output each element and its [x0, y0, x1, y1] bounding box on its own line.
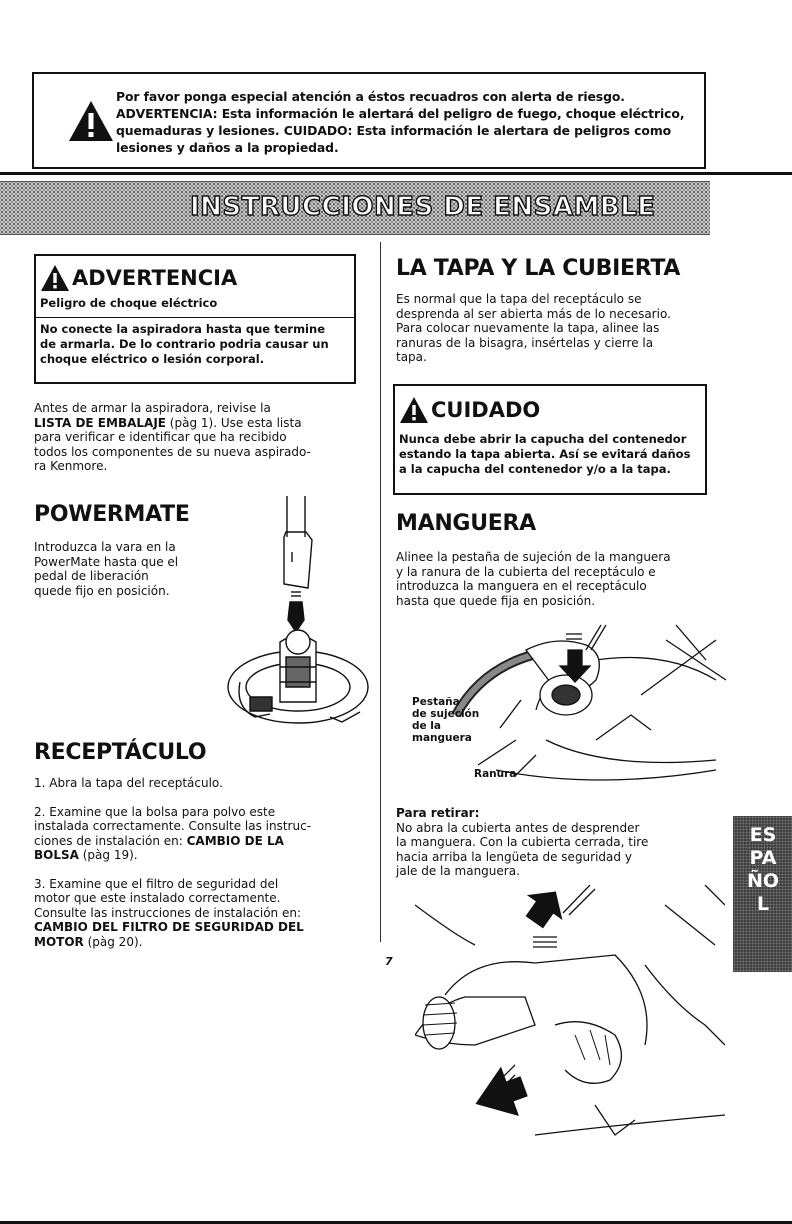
warning-subheading: Peligro de choque eléctrico — [40, 296, 218, 310]
caution-box — [393, 384, 707, 495]
page-number: 7 — [385, 955, 393, 968]
step-3-line: 3. Examine que el filtro de seguridad del — [34, 876, 279, 891]
spacer — [34, 863, 369, 877]
step-2-line — [34, 848, 369, 863]
step-3-line: Consulte las instrucciones de instalación en: — [34, 905, 302, 920]
hazard-alert-box — [32, 72, 706, 169]
warning-line: No conecte la aspiradora hasta que termine — [40, 322, 325, 336]
intro-paragraph — [34, 401, 364, 474]
warning-line: choque eléctrico o lesión corporal. — [40, 352, 265, 366]
remove-title: Para retirar: — [396, 806, 480, 820]
step-2-line: instalada correctamente. Consulte las instruc- — [34, 819, 312, 833]
remove-instructions — [396, 806, 726, 879]
step-3-line: motor que este instalado correctamente. — [34, 891, 281, 905]
intro-line — [34, 416, 364, 431]
step-3-line — [34, 920, 369, 935]
warning-body — [36, 317, 354, 367]
bag-change-ref: CAMBIO DE LA — [186, 833, 284, 848]
callout-line: de la — [412, 720, 441, 732]
powermate-illustration — [220, 492, 370, 732]
powermate-line: PowerMate hasta que el — [34, 554, 179, 569]
manguera-line: y la ranura de la cubierta del receptáculo e — [396, 564, 656, 579]
powermate-line: pedal de liberación — [34, 569, 149, 583]
caution-line: estando la tapa abierta. Así se evitará daños — [399, 447, 691, 461]
alert-line: ADVERTENCIA: Esta información le alertará del peligro de fuego, choque eléctrico, — [116, 106, 685, 121]
manguera-line: Alinee la pestaña de sujeción de la manguera — [396, 550, 671, 564]
powermate-heading: POWERMATE — [34, 502, 190, 527]
tapa-line: tapa. — [396, 350, 427, 364]
warning-triangle-icon — [40, 264, 70, 292]
intro-line: ra Kenmore. — [34, 459, 108, 473]
callout-line: de sujeción — [412, 708, 480, 720]
remove-line: la manguera. Con la cubierta cerrada, tire — [396, 835, 649, 849]
receptaculo-heading: RECEPTÁCULO — [34, 740, 207, 765]
caution-line: Nunca debe abrir la capucha del contenedor — [399, 432, 687, 446]
intro-line: todos los componentes de su nueva aspirado- — [34, 444, 311, 459]
remove-line: hacia arriba la lengüeta de seguridad y — [396, 849, 632, 864]
tapa-line: Es normal que la tapa del receptáculo se — [396, 292, 642, 306]
warning-triangle-icon — [399, 396, 429, 424]
banner-title: INSTRUCCIONES DE ENSAMBLE — [190, 192, 656, 222]
callout-line: manguera — [412, 732, 472, 744]
step-1: 1. Abra la tapa del receptáculo. — [34, 776, 223, 790]
filter-change-ref-cont: MOTOR — [34, 934, 84, 949]
column-divider — [380, 242, 381, 942]
alert-text — [116, 88, 706, 156]
caution-body — [395, 426, 705, 477]
tapa-text — [396, 292, 726, 365]
manguera-line: hasta que quede fija en posición. — [396, 593, 596, 608]
filter-change-ref: CAMBIO DEL FILTRO DE SEGURIDAD DEL — [34, 920, 304, 934]
receptaculo-steps — [34, 776, 369, 949]
language-tab — [733, 816, 792, 972]
language-tab-label: ESPAÑOL — [746, 824, 780, 915]
manguera-heading: MANGUERA — [396, 511, 536, 536]
callout-line: Pestaña — [412, 696, 460, 708]
manguera-line: introduzca la manguera en el receptáculo — [396, 579, 647, 593]
warning-triangle-icon — [68, 99, 114, 143]
remove-line: jale de la manguera. — [396, 864, 520, 878]
powermate-line: quede fijo en posición. — [34, 583, 170, 598]
remove-line: No abra la cubierta antes de desprender — [396, 820, 640, 835]
header-rule — [0, 172, 792, 175]
spacer — [34, 791, 369, 805]
slot-callout: Ranura — [474, 768, 517, 780]
packing-list-ref: LISTA DE EMBALAJE — [34, 415, 166, 430]
alert-line: quemaduras y lesiones. CUIDADO: Esta información le alertara de peligros como — [116, 123, 672, 138]
manguera-text — [396, 550, 726, 608]
alert-line: lesiones y daños a la propiedad. — [116, 140, 339, 155]
warning-heading: ADVERTENCIA — [72, 266, 238, 290]
step-2-page: (pàg 19). — [78, 848, 138, 862]
bag-change-ref-cont: BOLSA — [34, 848, 79, 862]
intro-line-rest: (pàg 1). Use esta lista — [165, 415, 302, 430]
hose-tab-callout — [412, 696, 479, 744]
tapa-line: ranuras de la bisagra, insértelas y cierre la — [396, 335, 654, 350]
tapa-line: desprenda al ser abierta más de lo necesario. — [396, 306, 671, 321]
alert-line: Por favor ponga especial atención a éstos recuadros con alerta de riesgo. — [116, 89, 625, 104]
powermate-text — [34, 540, 234, 598]
step-3-page: (pàg 20). — [83, 934, 143, 949]
intro-line: Antes de armar la aspiradora, reivise la — [34, 401, 271, 415]
caution-heading: CUIDADO — [431, 398, 541, 422]
warning-line: de armarla. De lo contrario podria causar un — [40, 337, 329, 351]
caution-line: a la capucha del contenedor y/o a la tapa. — [399, 462, 671, 476]
powermate-line: Introduzca la vara en la — [34, 540, 176, 554]
step-2-line: 2. Examine que la bolsa para polvo este — [34, 804, 276, 819]
hose-removal-illustration — [415, 885, 725, 1155]
tapa-line: Para colocar nuevamente la tapa, alinee las — [396, 321, 660, 335]
intro-line: para verificar e identificar que ha recibido — [34, 430, 287, 444]
tapa-heading: LA TAPA Y LA CUBIERTA — [396, 256, 681, 281]
warning-box — [34, 254, 356, 384]
step-3-line — [34, 935, 369, 950]
step-2-text: ciones de instalación en: — [34, 833, 187, 848]
step-2-line — [34, 834, 369, 849]
